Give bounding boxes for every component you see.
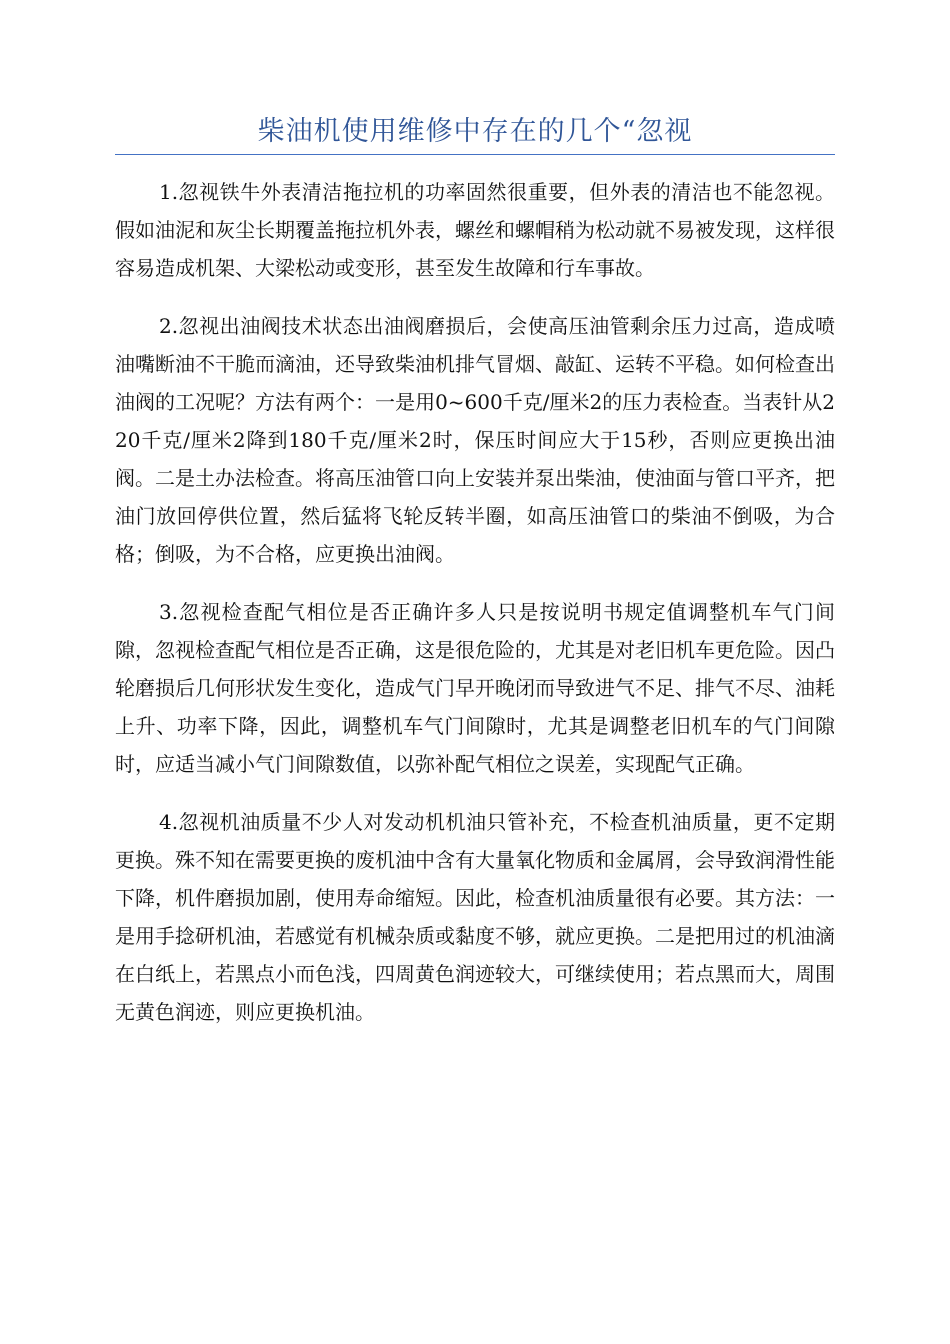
paragraph-3: 3.忽视检查配气相位是否正确许多人只是按说明书规定值调整机车气门间隙，忽视检查配气相位是否正确，这是很危险的，尤其是对老旧机车更危险。因凸轮磨损后几何形状发生变化，造成气门早开晚闭而导致进气不足、排气不尽、油耗上升、功率下降，因此，调整机车气门间隙时，尤其是调整老旧机车的气门间隙时，应适当减小气门间隙数值，以弥补配气相位之误差，实现配气正确。 [115,600,835,776]
page-title: 柴油机使用维修中存在的几个“忽视 [257,116,693,147]
paragraph-2: 2.忽视出油阀技术状态出油阀磨损后，会使高压油管剩余压力过高，造成喷油嘴断油不干脆而滴油，还导致柴油机排气冒烟、敲缸、运转不平稳。如何检查出油阀的工况呢？方法有两个：一是用0~600千克/厘米2的压力表检查。当表针从220千克/厘米2降到180千克/厘米2时，保压时间应大于15秒，否则应更换出油阀。二是土办法检查。将高压油管口向上安装并泵出柴油，使油面与管口平齐，把油门放回停供位置，然后猛将飞轮反转半圈，如高压油管口的柴油不倒吸，为合格；倒吸，为不合格，应更换出油阀。 [115,314,835,566]
paragraph-1: 1.忽视铁牛外表清洁拖拉机的功率固然很重要，但外表的清洁也不能忽视。假如油泥和灰尘长期覆盖拖拉机外表，螺丝和螺帽稍为松动就不易被发现，这样很容易造成机架、大梁松动或变形，甚至发生故障和行车事故。 [115,180,835,280]
document-body [115,173,835,1051]
title-underline [115,154,835,155]
paragraph-4: 4.忽视机油质量不少人对发动机机油只管补充，不检查机油质量，更不定期更换。殊不知在需要更换的废机油中含有大量氧化物质和金属屑，会导致润滑性能下降，机件磨损加剧，使用寿命缩短。因此，检查机油质量很有必要。其方法：一是用手捻研机油，若感觉有机械杂质或黏度不够，就应更换。二是把用过的机油滴在白纸上，若黑点小而色浅，四周黄色润迹较大，可继续使用；若点黑而大，周围无黄色润迹，则应更换机油。 [115,810,835,1024]
